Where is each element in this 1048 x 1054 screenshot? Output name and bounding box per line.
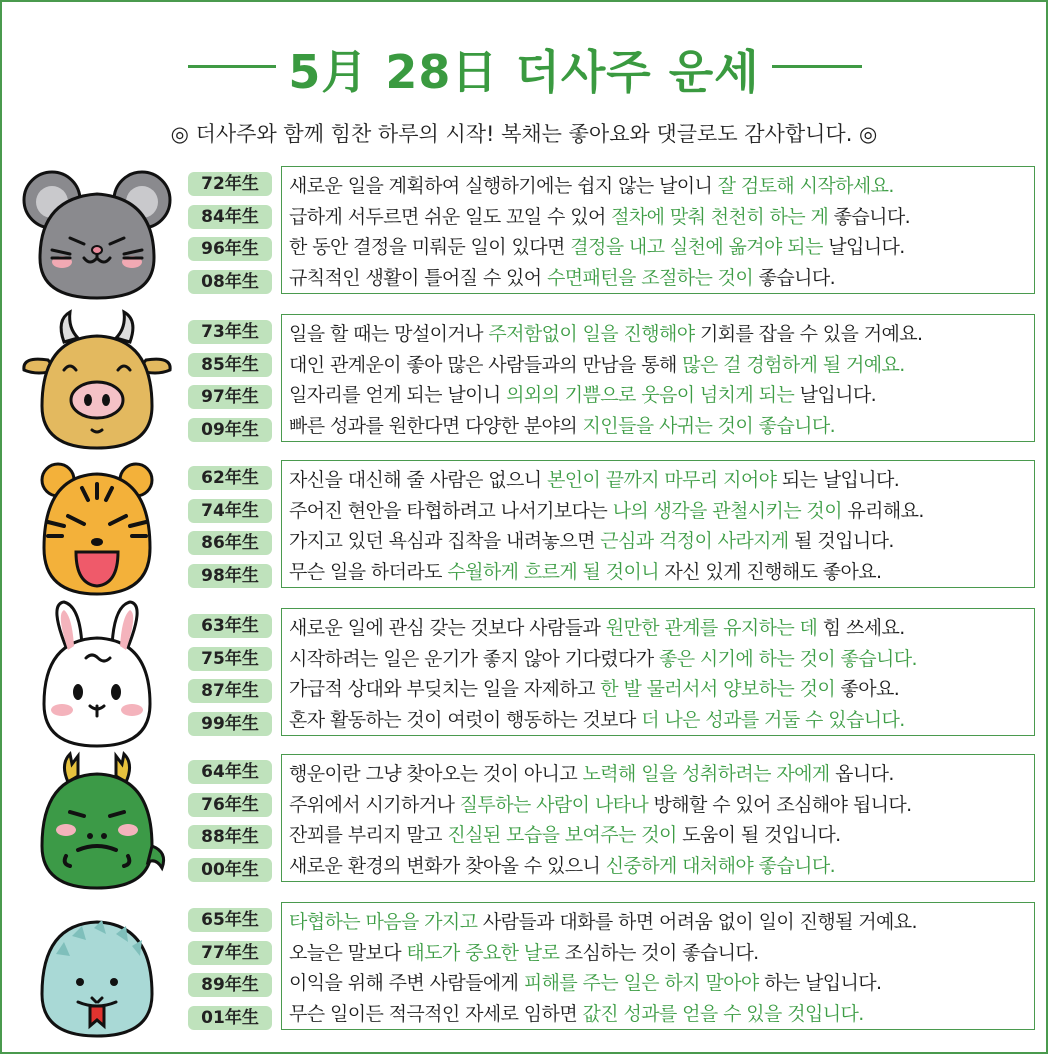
fortune-highlight: 진실된 모습을 보여주는 것이	[447, 824, 677, 846]
fortune-box	[281, 166, 1035, 294]
fortune-text: 시작하려는 일은 운기가 좋지 않아 기다렸다가	[289, 647, 659, 670]
fortune-box	[281, 608, 1035, 736]
fortune-line	[289, 968, 1034, 999]
subtitle: ◎ 더사주와 함께 힘찬 하루의 시작! 복채는 좋아요와 댓글로도 감사합니다. ◎	[170, 122, 878, 146]
fortune-group-dragon	[0, 754, 1048, 888]
year-badge: 87年生	[188, 679, 272, 703]
year-badge: 77年生	[188, 941, 272, 965]
fortune-line	[289, 526, 1034, 557]
fortune-highlight: 한 발 물러서서 양보하는 것이	[600, 678, 836, 700]
year-badge: 73年生	[188, 320, 272, 344]
fortune-line	[289, 232, 1034, 263]
fortune-box	[281, 902, 1035, 1030]
fortune-line	[289, 613, 1034, 644]
fortune-highlight: 주저함없이 일을 진행해야	[488, 323, 695, 345]
birth-years	[188, 320, 272, 450]
fortune-line	[289, 263, 1034, 294]
fortune-text: 유리해요.	[841, 499, 924, 522]
fortune-text: 되는 날입니다.	[776, 469, 900, 491]
fortune-line	[289, 350, 1034, 381]
fortune-highlight: 지인들을 사귀는 것이 좋습니다.	[582, 414, 836, 437]
fortune-text: 조심하는 것이 좋습니다.	[559, 941, 759, 964]
fortune-line	[289, 496, 1034, 527]
fortune-line	[289, 759, 1034, 790]
fortune-box	[281, 754, 1035, 882]
fortune-highlight: 절차에 맞춰 천천히 하는 게	[611, 205, 829, 228]
fortune-group-rabbit	[0, 608, 1048, 742]
tiger-icon	[12, 452, 182, 602]
fortune-text: 한 동안 결정을 미뤄둔 일이 있다면	[289, 236, 571, 258]
fortune-line	[289, 644, 1034, 675]
fortune-line	[289, 319, 1034, 350]
snake-icon	[12, 894, 182, 1044]
fortune-line	[289, 202, 1034, 233]
year-badge: 85年生	[188, 353, 272, 377]
fortune-highlight: 노력해 일을 성취하려는 자에게	[582, 763, 830, 785]
rabbit-icon	[12, 600, 182, 750]
fortune-text: 힘 쓰세요.	[817, 617, 905, 639]
fortune-text: 무슨 일이든 적극적인 자세로 임하면	[289, 1002, 583, 1025]
year-badge: 74年生	[188, 499, 272, 523]
fortune-text: 대인 관계운이 좋아 많은 사람들과의 만남을 통해	[289, 353, 683, 376]
fortune-highlight: 타협하는 마음을 가지고	[289, 911, 478, 933]
fortune-highlight: 좋은 시기에 하는 것이 좋습니다.	[658, 647, 917, 670]
fortune-text: 사람들과 대화를 하면 어려움 없이 일이 진행될 거예요.	[477, 911, 917, 933]
fortune-text: 날입니다.	[794, 384, 877, 406]
fortune-text: 하는 날입니다.	[758, 972, 882, 994]
fortune-highlight: 본인이 끝까지 마무리 지어야	[547, 469, 777, 491]
fortune-text: 잔꾀를 부리지 말고	[289, 824, 448, 846]
fortune-line	[289, 171, 1034, 202]
fortune-text: 행운이란 그냥 찾아오는 것이 아니고	[289, 763, 583, 785]
title-row	[0, 34, 1048, 98]
fortune-text: 빠른 성과를 원한다면 다양한 분야의	[289, 414, 583, 437]
fortune-highlight: 질투하는 사람이 나타나	[459, 793, 649, 816]
fortune-highlight: 더 나은 성과를 거둘 수 있습니다.	[641, 708, 905, 731]
fortune-text: 좋습니다.	[753, 266, 836, 289]
year-badge: 99年生	[188, 712, 272, 736]
fortune-line	[289, 820, 1034, 851]
fortune-highlight: 태도가 중요한 날로	[406, 941, 560, 964]
fortune-text: 무슨 일을 하더라도	[289, 560, 448, 583]
fortune-text: 가지고 있던 욕심과 집착을 내려놓으면	[289, 530, 601, 552]
fortune-line	[289, 380, 1034, 411]
year-badge: 89年生	[188, 973, 272, 997]
fortune-box	[281, 460, 1035, 588]
fortune-line	[289, 674, 1034, 705]
fortune-line	[289, 938, 1034, 969]
fortune-line	[289, 851, 1034, 882]
fortune-text: 새로운 일을 계획하여 실행하기에는 쉽지 않는 날이니	[289, 175, 718, 197]
title-rule-right	[772, 65, 862, 68]
page-title: 5月 28日 더사주 운세	[288, 45, 760, 99]
fortune-text: 될 것입니다.	[788, 530, 894, 552]
fortune-line	[289, 557, 1034, 588]
year-badge: 84年生	[188, 205, 272, 229]
fortune-group-tiger	[0, 460, 1048, 594]
birth-years	[188, 172, 272, 302]
fortune-text: 오늘은 말보다	[289, 941, 407, 964]
fortune-highlight: 원만한 관계를 유지하는 데	[605, 617, 818, 639]
rat-icon	[12, 158, 182, 308]
birth-years	[188, 908, 272, 1038]
fortune-text: 날입니다.	[822, 236, 905, 258]
year-badge: 65年生	[188, 908, 272, 932]
fortune-text: 혼자 활동하는 것이 여럿이 행동하는 것보다	[289, 708, 642, 731]
fortune-highlight: 값진 성과를 얻을 수 있을 것입니다.	[582, 1002, 864, 1025]
fortune-text: 규칙적인 생활이 틀어질 수 있어	[289, 266, 548, 289]
fortune-box	[281, 314, 1035, 442]
birth-years	[188, 614, 272, 744]
fortune-highlight: 나의 생각을 관철시키는 것이	[612, 499, 842, 522]
birth-years	[188, 466, 272, 596]
fortune-highlight: 근심과 걱정이 사라지게	[600, 530, 789, 552]
year-badge: 08年生	[188, 270, 272, 294]
fortune-text: 옵니다.	[829, 763, 894, 785]
year-badge: 86年生	[188, 531, 272, 555]
fortune-text: 주위에서 시기하거나	[289, 793, 460, 816]
year-badge: 88年生	[188, 825, 272, 849]
year-badge: 62年生	[188, 466, 272, 490]
fortune-group-ox	[0, 314, 1048, 448]
fortune-highlight: 수월하게 흐르게 될 것이니	[447, 560, 659, 583]
fortune-text: 급하게 서두르면 쉬운 일도 꼬일 수 있어	[289, 205, 612, 228]
year-badge: 01年生	[188, 1006, 272, 1030]
year-badge: 72年生	[188, 172, 272, 196]
fortune-line	[289, 907, 1034, 938]
birth-years	[188, 760, 272, 890]
fortune-highlight: 신중하게 대처해야 좋습니다.	[605, 854, 836, 877]
fortune-group-snake	[0, 902, 1048, 1036]
year-badge: 64年生	[188, 760, 272, 784]
year-badge: 96年生	[188, 237, 272, 261]
fortune-text: 주어진 현안을 타협하려고 나서기보다는	[289, 499, 613, 522]
year-badge: 00年生	[188, 858, 272, 882]
fortune-text: 가급적 상대와 부딪치는 일을 자제하고	[289, 678, 601, 700]
fortune-text: 자신 있게 진행해도 좋아요.	[658, 560, 882, 583]
dragon-icon	[12, 746, 182, 896]
fortune-text: 기회를 잡을 수 있을 거예요.	[694, 323, 923, 345]
fortune-text: 방해할 수 있어 조심해야 됩니다.	[648, 793, 912, 816]
fortune-highlight: 잘 검토해 시작하세요.	[717, 175, 894, 197]
fortune-highlight: 결정을 내고 실천에 옮겨야 되는	[570, 236, 823, 258]
fortune-text: 자신을 대신해 줄 사람은 없으니	[289, 469, 548, 491]
fortune-highlight: 수면패턴을 조절하는 것이	[547, 266, 754, 289]
year-badge: 98年生	[188, 564, 272, 588]
year-badge: 97年生	[188, 385, 272, 409]
fortune-text: 좋아요.	[835, 678, 900, 700]
fortune-line	[289, 790, 1034, 821]
year-badge: 75年生	[188, 647, 272, 671]
year-badge: 76年生	[188, 793, 272, 817]
fortune-text: 새로운 환경의 변화가 찾아올 수 있으니	[289, 854, 606, 877]
fortune-line	[289, 411, 1034, 442]
fortune-text: 이익을 위해 주변 사람들에게	[289, 972, 524, 994]
fortune-highlight: 의외의 기쁨으로 웃음이 넘치게 되는	[506, 384, 795, 406]
fortune-text: 도움이 될 것입니다.	[676, 824, 841, 846]
year-badge: 63年生	[188, 614, 272, 638]
fortune-line	[289, 999, 1034, 1030]
fortune-line	[289, 705, 1034, 736]
fortune-text: 일을 할 때는 망설이거나	[289, 323, 489, 345]
fortune-group-rat	[0, 166, 1048, 300]
fortune-text: 일자리를 얻게 되는 날이니	[289, 384, 507, 406]
fortune-text: 새로운 일에 관심 갖는 것보다 사람들과	[289, 617, 606, 639]
fortune-highlight: 피해를 주는 일은 하지 말아야	[523, 972, 759, 994]
fortune-text: 좋습니다.	[828, 205, 911, 228]
fortune-line	[289, 465, 1034, 496]
year-badge: 09年生	[188, 418, 272, 442]
ox-icon	[12, 306, 182, 456]
fortune-highlight: 많은 걸 경험하게 될 거예요.	[682, 353, 905, 376]
